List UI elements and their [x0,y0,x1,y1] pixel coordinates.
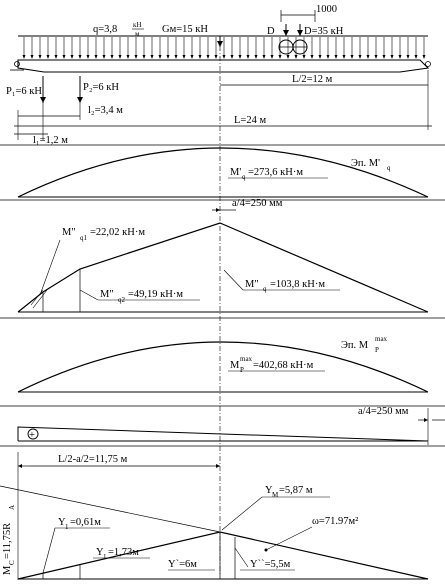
d-label: D [267,26,275,37]
load-arrow-head [311,55,314,59]
load-arrow-head [79,55,82,59]
y1b-text: =1,73м [108,547,139,558]
load-arrow-head [351,55,354,59]
influence-line [0,452,428,580]
load-arrow-head [239,55,242,59]
load-arrow-head [295,55,298,59]
load-arrow-head [223,55,226,59]
diagram3-value-text: =402,68 кН·м [253,360,314,371]
load-arrow-head [423,55,426,59]
load-arrow-head [87,55,90,59]
load-arrow-head [175,55,178,59]
crane-beam [18,60,428,72]
y1b-sub: 1 [103,553,107,561]
y1a-label: Y [58,517,66,528]
load-arrow-head [391,55,394,59]
moment-diagram-3 [18,335,428,392]
diagram1-value: M' [230,167,242,178]
p1-label: P₁=6 кН [6,86,42,97]
mq-label: M" [245,279,259,290]
load-arrow-head [71,55,74,59]
load-arrow-head [247,55,250,59]
gm-label: Gм=15 кН [162,24,208,35]
moment-diagram-2 [18,198,428,312]
mc-sub: C [8,560,16,565]
diagram3-title-sup: max [375,335,388,343]
load-arrow-head [263,55,266,59]
l-label: L=24 м [234,115,267,126]
diagram3-value-sup: max [240,355,253,363]
l2-label: l₂=3,4 м [88,105,123,116]
load-arrow-head [399,55,402,59]
diagram3-title-sub: P [375,346,379,354]
y1a-sub: 1 [65,523,69,531]
load-arrow-head [279,55,282,59]
p2-label: P₂=6 кН [83,82,119,93]
d35-label: D=35 кН [304,26,344,37]
diagram1-value-text: =273,6 кН·м [248,167,303,178]
load-arrow-head [367,55,370,59]
load-arrow-head [215,55,218,59]
l-ref-label: L/2-a/2=11,75 м [58,454,128,465]
beam-section [6,4,432,146]
load-arrow-head [415,55,418,59]
distributed-load-arrows [23,37,426,59]
load-arrow-head [327,55,330,59]
yp-label: Y`=6м [168,559,197,570]
load-arrow-head [375,55,378,59]
q-unit-den: м [135,30,140,38]
load-arrow-head [191,55,194,59]
load-arrow-head [271,55,274,59]
mq-text: =103,8 кН·м [270,279,325,290]
load-arrow-head [407,55,410,59]
mc-sub2: A [8,504,16,510]
q-label: q=3,8 [93,24,118,35]
y1a-text: =0,61м [70,517,101,528]
load-arrow-head [119,55,122,59]
moment-diagram-1 [18,148,428,197]
l1-label: l₁=1,2 м [33,135,68,146]
omega-label: ω=71.97м² [312,516,359,527]
diagram4-a4: a/4=250 мм [358,406,409,417]
load-arrow-head [199,55,202,59]
diagram1-title: Эп. M' [351,158,381,169]
ym-label: Y [265,485,273,496]
mq1-label: M" [62,227,76,238]
mq1-sub: q1 [80,234,87,242]
diagram1-title-sub: q [387,164,391,172]
load-arrow-head [151,55,154,59]
load-arrow-head [319,55,322,59]
load-arrow-head [127,55,130,59]
load-arrow-head [159,55,162,59]
mc-text: =11,75R [2,522,13,559]
load-arrow-head [383,55,386,59]
plus-sign: + [29,430,35,441]
load-arrow-head [143,55,146,59]
diagram3-value: M [230,360,240,371]
load-arrow-head [183,55,186,59]
load-arrow-head [335,55,338,59]
load-arrow-head [47,55,50,59]
load-arrow-head [303,55,306,59]
diagram1-value-sub: q [242,173,246,181]
mq2-label: M" [100,289,114,300]
ym-text: =5,87 м [279,485,313,496]
diagram2-a4: a/4=250 мм [232,198,283,209]
mq1-text: =22,02 кН·м [90,227,145,238]
diagram-4 [18,406,445,445]
ym-sub: M [272,491,279,499]
q-unit-num: кН [133,21,142,29]
load-arrow-head [287,55,290,59]
load-arrow-head [31,55,34,59]
load-arrow-head [95,55,98,59]
mq-sub: q [263,285,267,293]
load-arrow-head [255,55,258,59]
load-arrow-head [207,55,210,59]
load-arrow-head [103,55,106,59]
mc-label: M [2,565,13,575]
y1b-label: Y [96,547,104,558]
load-arrow-head [39,55,42,59]
dim-1000: 1000 [316,4,337,15]
mq2-sub: q2 [118,296,125,304]
load-arrow-head [63,55,66,59]
crane-wheels [279,24,307,54]
load-arrow-head [343,55,346,59]
ypp-label: Y``=5,5м [250,559,291,570]
right-support [426,62,431,67]
diagram3-title: Эп. M [341,340,369,351]
diagram3-value-sub: P [240,366,244,374]
load-arrow-head [23,55,26,59]
load-arrow-head [167,55,170,59]
load-arrow-head [359,55,362,59]
load-arrow-head [55,55,58,59]
load-arrow-head [231,55,234,59]
mq2-text: =49,19 кН·м [128,289,183,300]
l-half-label: L/2=12 м [292,74,333,85]
load-arrow-head [135,55,138,59]
load-arrow-head [111,55,114,59]
